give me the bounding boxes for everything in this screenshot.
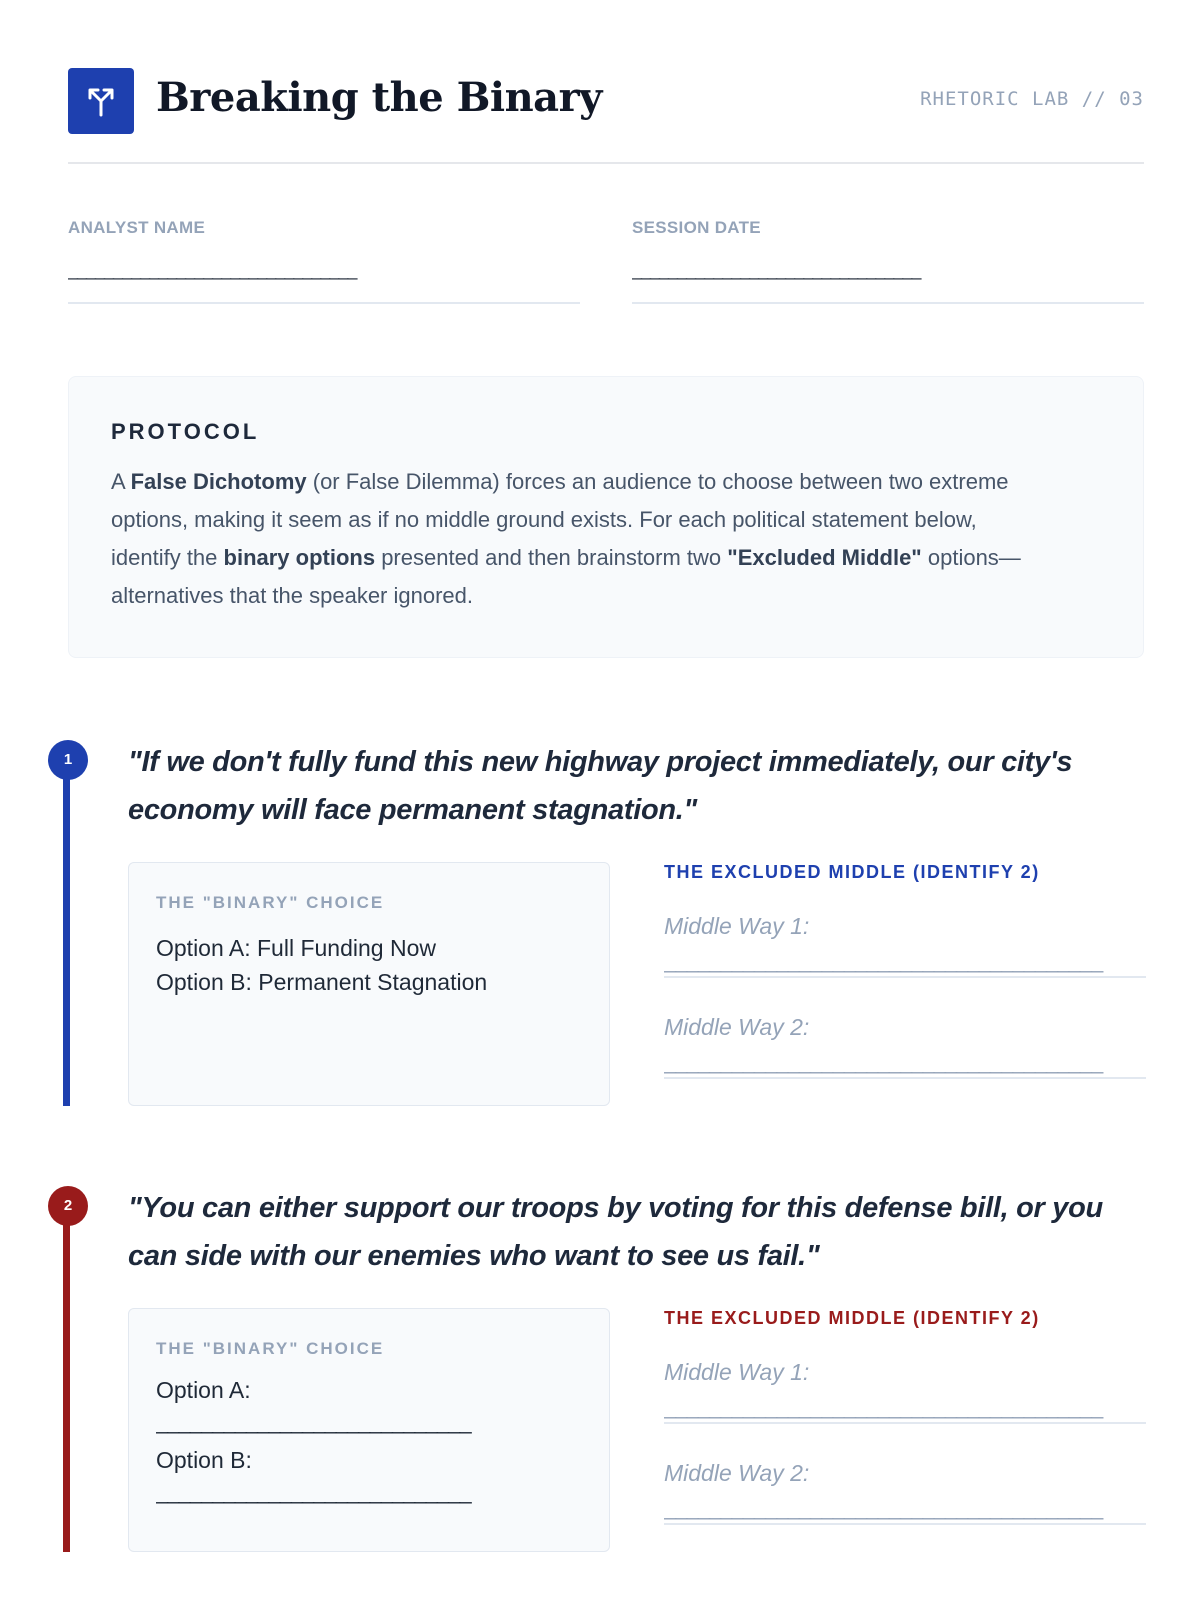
option-b-blank[interactable]: ____________________________ (156, 1479, 471, 1504)
binary-choice-label: THE "BINARY" CHOICE (156, 893, 385, 912)
excluded-middle-section (664, 1308, 1184, 1525)
term-excluded-middle: "Excluded Middle" (727, 545, 922, 570)
item-number-badge: 1 (48, 740, 88, 780)
excluded-middle-label: THE EXCLUDED MIDDLE (IDENTIFY 2) (664, 1308, 1040, 1328)
answer-underline (664, 1077, 1146, 1079)
option-a: Option A: Full Funding Now (156, 935, 436, 961)
binary-choice-box (128, 862, 610, 1106)
analyst-name-blank[interactable]: ________________________________ (68, 260, 357, 280)
middle-way-2-label: Middle Way 2: (664, 1460, 810, 1486)
page-title: Breaking the Binary (156, 74, 602, 121)
series-label: RHETORIC LAB // 03 (920, 88, 1144, 110)
session-date-field[interactable] (632, 218, 1144, 281)
middle-way-1-blank[interactable]: _______________________________________ (664, 1394, 1103, 1419)
protocol-title: PROTOCOL (111, 419, 260, 444)
item-bar (63, 762, 70, 1106)
session-date-blank[interactable]: ________________________________ (632, 260, 921, 280)
protocol-text: A False Dichotomy (or False Dilemma) forces an audience to choose between two extreme options, making it seem as if no middle ground exists. For each political statement below, identify the binary options presented and then brainstorm two "Excluded Middle" options—alternatives that the speaker ignored. (111, 469, 1021, 608)
option-a-label: Option A: (156, 1377, 251, 1403)
binary-choice-box (128, 1308, 610, 1552)
excluded-middle-section (664, 862, 1184, 1079)
middle-way-2-label: Middle Way 2: (664, 1014, 810, 1040)
statement-quote: "You can either support our troops by voting for this defense bill, or you can side with our enemies who want to see us fail." (128, 1192, 1103, 1272)
middle-way-1-label: Middle Way 1: (664, 1359, 810, 1385)
middle-way-2-blank[interactable]: _______________________________________ (664, 1495, 1103, 1520)
statement-quote: "If we don't fully fund this new highway project immediately, our city's economy will face permanent stagnation." (128, 746, 1073, 826)
logo (68, 68, 134, 134)
analyst-name-field[interactable] (68, 218, 580, 281)
item-bar (63, 1208, 70, 1552)
term-false-dichotomy: False Dichotomy (130, 469, 307, 494)
term-binary-options: binary options (223, 545, 376, 570)
middle-way-2-blank[interactable]: _______________________________________ (664, 1049, 1103, 1074)
session-date-label: SESSION DATE (632, 218, 761, 237)
option-b-label: Option B: (156, 1447, 252, 1473)
answer-underline (664, 1523, 1146, 1525)
option-b: Option B: Permanent Stagnation (156, 969, 488, 995)
excluded-middle-label: THE EXCLUDED MIDDLE (IDENTIFY 2) (664, 862, 1040, 882)
binary-choice-label: THE "BINARY" CHOICE (156, 1339, 385, 1358)
split-arrow-icon (85, 85, 117, 117)
field-underline (68, 302, 580, 304)
middle-way-1-label: Middle Way 1: (664, 913, 810, 939)
protocol-box (68, 376, 1144, 658)
header (68, 68, 1144, 164)
option-a-blank[interactable]: ____________________________ (156, 1409, 471, 1434)
analyst-name-label: ANALYST NAME (68, 218, 206, 237)
field-underline (632, 302, 1144, 304)
middle-way-1-blank[interactable]: _______________________________________ (664, 948, 1103, 973)
item-number-badge: 2 (48, 1186, 88, 1226)
